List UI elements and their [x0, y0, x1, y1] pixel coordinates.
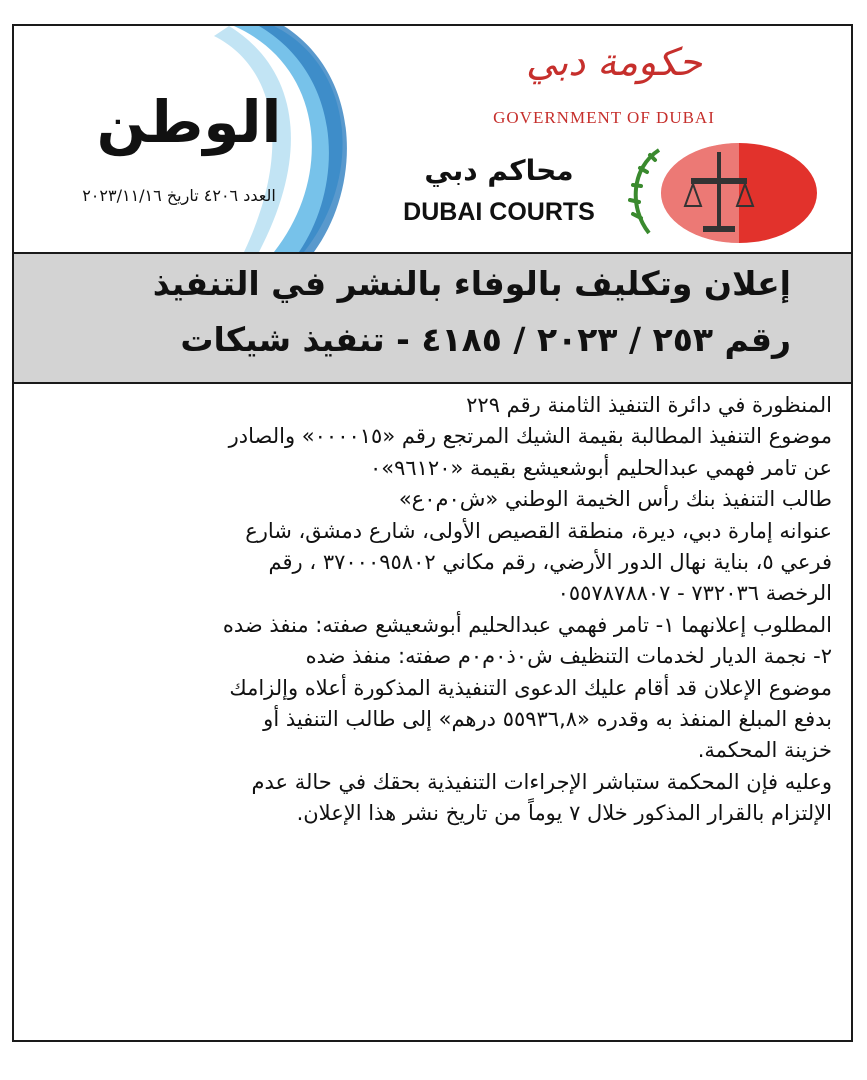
government-logo-english: GOVERNMENT OF DUBAI — [493, 108, 715, 127]
notice-title-line-1: إعلان وتكليف بالوفاء بالنشر في التنفيذ — [152, 264, 791, 303]
body-line: وعليه فإن المحكمة ستباشر الإجراءات التنفيذية بحقك في حالة عدم — [251, 769, 832, 794]
courts-name-english: DUBAI COURTS — [403, 198, 595, 226]
body-line: الرخصة ٧٣٢٠٣٦ - ٠٥٥٧٨٧٨٨٠٧ — [557, 581, 832, 606]
issue-date: العدد ٤٢٠٦ تاريخ ٢٠٢٣/١١/١٦ — [82, 186, 276, 205]
body-line: خزينة المحكمة. — [697, 738, 832, 763]
notice-frame — [12, 24, 853, 1042]
body-line: الإلتزام بالقرار المذكور خلال ٧ يوماً من تاريخ نشر هذا الإعلان. — [296, 801, 832, 826]
body-line: عن تامر فهمي عبدالحليم أبوشعيشع بقيمة «٩٦١٢٠»٠ — [369, 455, 832, 480]
newspaper-logo: الوطن — [96, 88, 282, 156]
body-line: ٢- نجمة الديار لخدمات التنظيف ش٠ذ٠م٠م صفته: منفذ ضده — [305, 644, 832, 669]
notice-title-line-2: رقم ٢٥٣ / ٢٠٢٣ / ٤١٨٥ - تنفيذ شيكات — [180, 320, 791, 359]
body-line: المطلوب إعلانهما ١- تامر فهمي عبدالحليم أبوشعيشع صفته: منفذ ضده — [222, 612, 832, 637]
notice-body — [32, 390, 832, 830]
body-line: بدفع المبلغ المنفذ به وقدره «٥٥٩٣٦,٨ درهم» إلى طالب التنفيذ أو — [263, 707, 832, 732]
body-line: موضوع التنفيذ المطالبة بقيمة الشيك المرتجع رقم «٠٠٠٠١٥» والصادر — [228, 424, 832, 449]
courts-name-arabic: محاكم دبي — [424, 154, 574, 187]
body-line: المنظورة في دائرة التنفيذ الثامنة رقم ٢٢٩ — [466, 393, 832, 417]
body-line: عنوانه إمارة دبي، ديرة، منطقة القصيص الأولى، شارع دمشق، شارع — [245, 518, 832, 543]
notice-title-band — [14, 252, 851, 384]
notice-header — [14, 26, 851, 252]
body-line: فرعي ٥، بناية نهال الدور الأرضي، رقم مكاني ٣٧٠٠٠٩٥٨٠٢ ، رقم — [268, 550, 832, 575]
dubai-courts-emblem — [619, 138, 819, 248]
body-line: طالب التنفيذ بنك رأس الخيمة الوطني «ش٠م٠ع» — [398, 487, 832, 512]
government-logo-arabic: حكومة دبي — [525, 40, 703, 84]
body-line: موضوع الإعلان قد أقام عليك الدعوى التنفيذية المذكورة أعلاه وإلزامك — [229, 675, 832, 700]
